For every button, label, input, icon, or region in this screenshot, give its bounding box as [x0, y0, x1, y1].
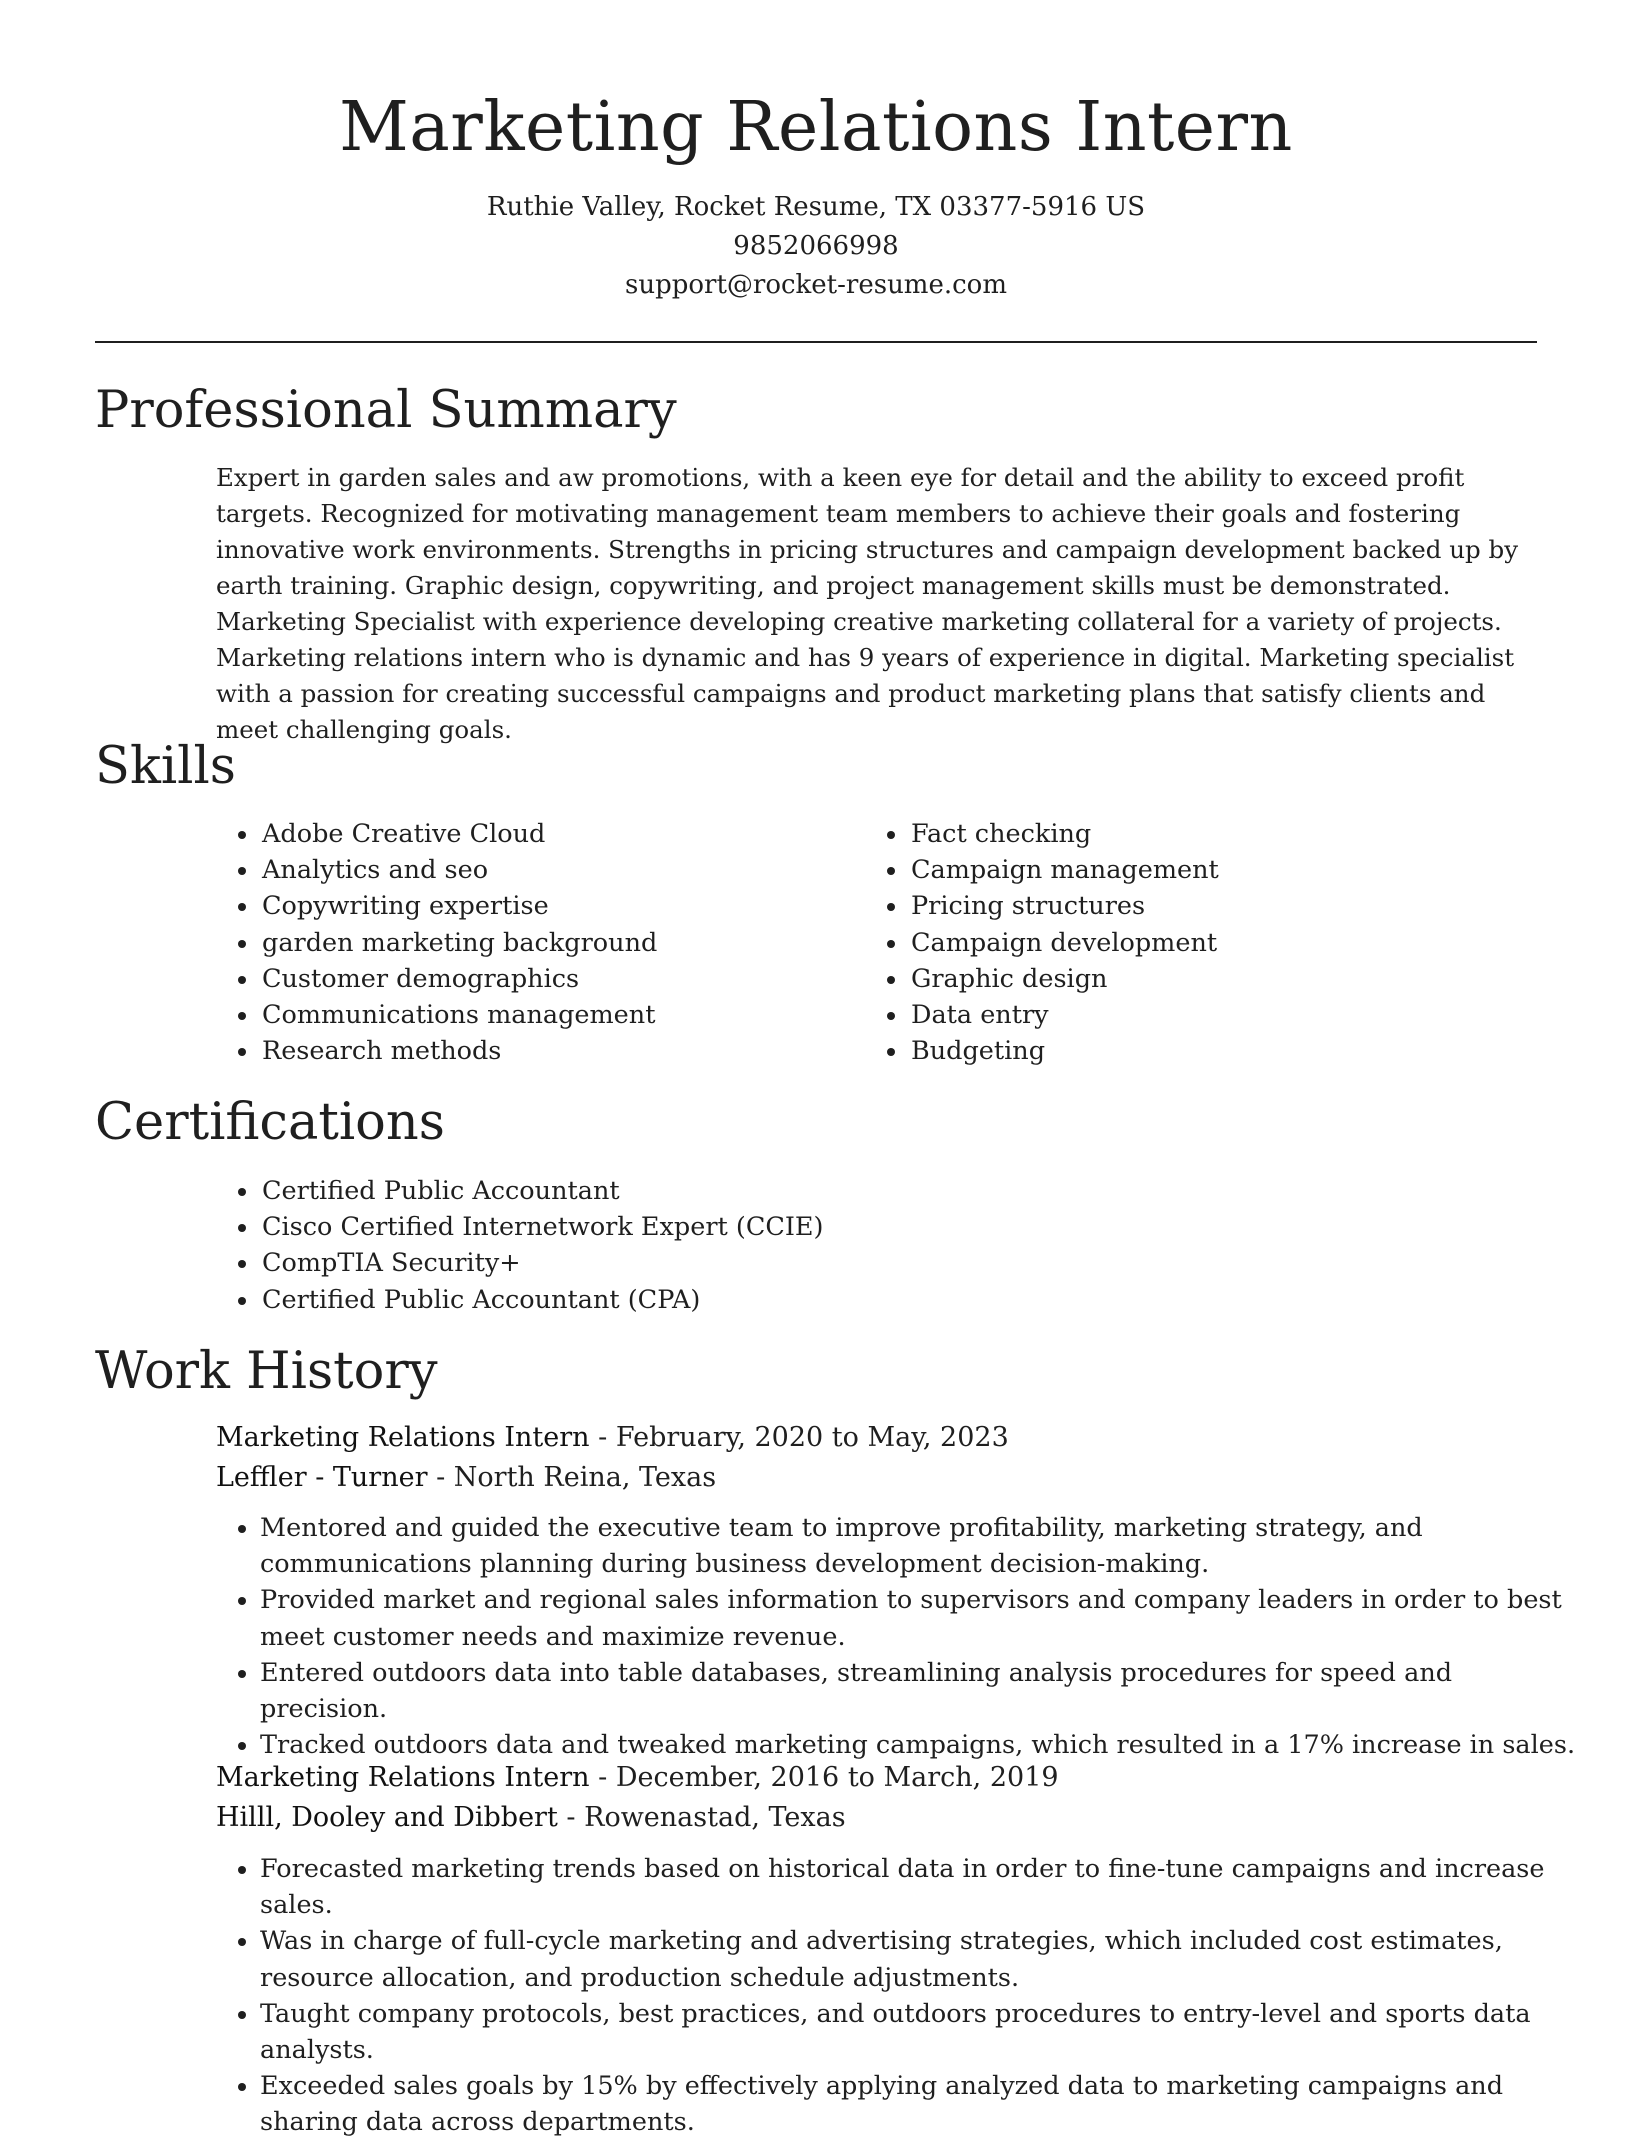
job-title: Marketing Relations Intern	[216, 1762, 590, 1793]
job-1-company-line	[216, 1458, 1009, 1498]
list-item: • Data entry	[909, 997, 1219, 1033]
job-dates: February, 2020 to May, 2023	[615, 1422, 1009, 1453]
section-title-certifications: Certifications	[95, 1093, 445, 1152]
candidate-name: Marketing Relations Intern	[339, 88, 1293, 167]
list-item: • CompTIA Security+	[260, 1245, 824, 1281]
list-item: • Entered outdoors data into table databases, streamlining analysis procedures for speed and precision.	[260, 1655, 1580, 1727]
job-1-header	[216, 1418, 1009, 1498]
list-item: • Certified Public Accountant	[260, 1173, 824, 1209]
list-item: • Copywriting expertise	[260, 888, 657, 924]
list-item: • Campaign development	[909, 925, 1219, 961]
contact-phone: 9852066998	[733, 231, 899, 261]
list-item: • Forecasted marketing trends based on historical data in order to fine-tune campaigns and increase sales.	[260, 1851, 1580, 1923]
contact-block	[0, 188, 1632, 305]
job-1-title-line	[216, 1418, 1009, 1458]
list-item: • Customer demographics	[260, 961, 657, 997]
list-item: • Adobe Creative Cloud	[260, 816, 657, 852]
skills-list-left	[216, 816, 657, 1069]
list-item: • Pricing structures	[909, 888, 1219, 924]
contact-email: support@rocket-resume.com	[624, 270, 1007, 300]
summary-text: Expert in garden sales and aw promotions, with a keen eye for detail and the ability to exceed profit targets. Recognized for motivating management team members to achieve their goals and fostering innovative work environments. Strengths in pricing structures and campaign development backed up by earth training. Graphic design, copywriting, and project management skills must be demonstrated. Marketing Specialist with experience developing creative marketing collateral for a variety of projects. Marketing relations intern who is dynamic and has 9 years of experience in digital. Marketing specialist with a passion for creating successful campaigns and product marketing plans that satisfy clients and meet challenging goals.	[216, 463, 1519, 744]
list-item: • Provided market and regional sales information to supervisors and company leaders in order to best meet customer needs and maximize revenue.	[260, 1582, 1580, 1654]
list-item: • Mentored and guided the executive team to improve profitability, marketing strategy, and communications planning during business development decision-making.	[260, 1510, 1580, 1582]
certifications-list	[216, 1173, 824, 1318]
list-item: • Communications management	[260, 997, 657, 1033]
list-item: • garden marketing background	[260, 925, 657, 961]
header-divider	[95, 341, 1537, 343]
list-item: • Tracked outdoors data and tweaked marketing campaigns, which resulted in a 17% increase in sales.	[260, 1727, 1580, 1763]
job-company: Hilll, Dooley and Dibbert	[216, 1802, 558, 1833]
section-title-skills: Skills	[95, 737, 236, 796]
list-item: • Exceeded sales goals by 15% by effectively applying analyzed data to marketing campaigns and sharing data across departments.	[260, 2068, 1580, 2140]
separator: -	[427, 1462, 454, 1493]
job-location: North Reina, Texas	[453, 1462, 717, 1493]
skills-list-right	[865, 816, 1219, 1069]
job-2-company-line	[216, 1798, 1059, 1838]
list-item: • Certified Public Accountant (CPA)	[260, 1282, 824, 1318]
separator: -	[557, 1802, 585, 1833]
list-item: • Was in charge of full-cycle marketing and advertising strategies, which included cost estimates, resource allocation, and production schedule adjustments.	[260, 1923, 1580, 1995]
list-item: • Taught company protocols, best practices, and outdoors procedures to entry-level and sports data analysts.	[260, 1996, 1580, 2068]
job-2-title-line	[216, 1758, 1059, 1798]
list-item: • Campaign management	[909, 852, 1219, 888]
job-location: Rowenastad, Texas	[584, 1802, 846, 1833]
job-title: Marketing Relations Intern	[216, 1422, 590, 1453]
contact-address: Ruthie Valley, Rocket Resume, TX 03377-5916 US	[486, 192, 1146, 222]
separator: -	[589, 1422, 616, 1453]
list-item: • Research methods	[260, 1033, 657, 1069]
job-1-duties	[216, 1510, 1580, 1763]
job-2-duties	[216, 1851, 1580, 2141]
list-item: • Analytics and seo	[260, 852, 657, 888]
list-item: • Graphic design	[909, 961, 1219, 997]
list-item: • Cisco Certified Internetwork Expert (CCIE)	[260, 1209, 824, 1245]
job-2-header	[216, 1758, 1059, 1838]
section-title-work-history: Work History	[95, 1342, 438, 1401]
separator: -	[589, 1762, 616, 1793]
list-item: • Fact checking	[909, 816, 1219, 852]
list-item: • Budgeting	[909, 1033, 1219, 1069]
resume-header	[0, 0, 1632, 305]
section-title-summary: Professional Summary	[95, 381, 677, 440]
job-company: Leffler - Turner	[216, 1462, 428, 1493]
job-dates: December, 2016 to March, 2019	[615, 1762, 1059, 1793]
